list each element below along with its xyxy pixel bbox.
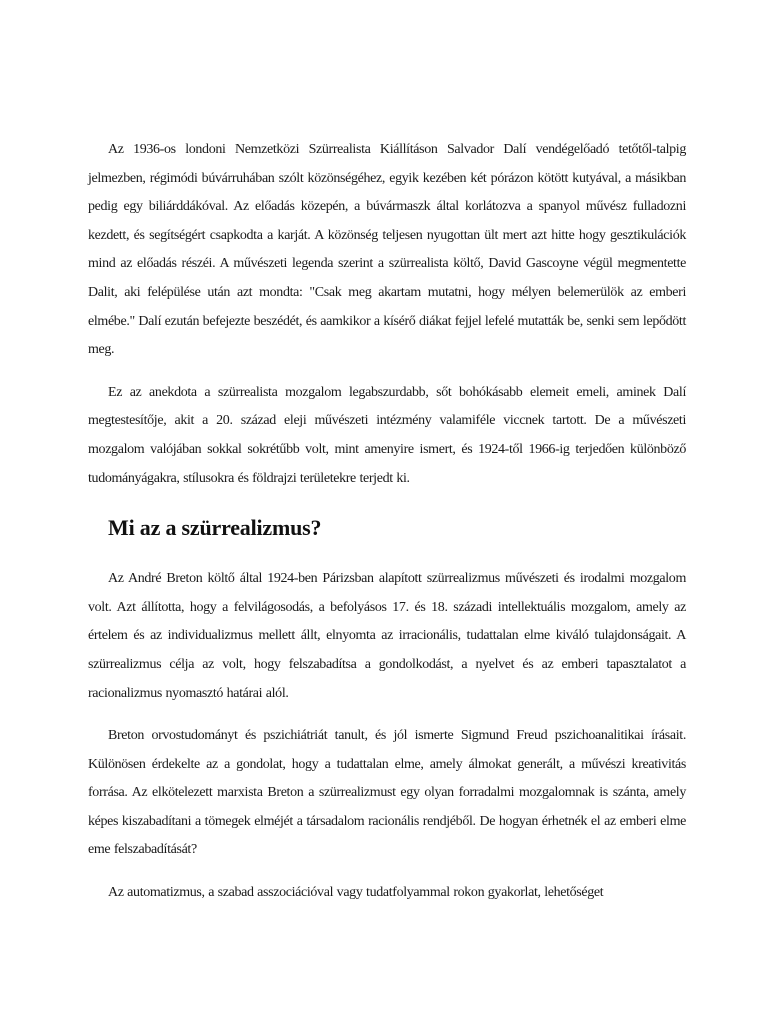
document-page xyxy=(88,136,686,922)
section-heading: Mi az a szürrealizmus? xyxy=(108,515,322,541)
paragraph-automatism: Az automatizmus, a szabad asszociációval vagy tudatfolyammal rokon gyakorlat, lehetőséget xyxy=(108,885,604,901)
paragraph-dali-anecdote: Az 1936-os londoni Nemzetközi Szürrealista Kiállításon Salvador Dalí vendégelőadó tetőtől-talpig jelmezben, régimódi búvárruhában szólt közönségéhez, egyik kezében két pórázon kötött kutyával, a másikban pedig egy biliárddákóval. Az előadás közepén, a búvármaszk által korlátozva a spanyol művész fulladozni kezdett, és segítségért csapkodta a karját. A közönség teljesen nyugottan ült mert azt hitte hogy gesztikulációk mind az előadás részéi. A művészeti legenda szerint a szürrealista költő, David Gascoyne végül megmentette Dalit, aki felépülése után azt mondta: "Csak meg akartam mutatni, hogy mélyen belemerülök az emberi elmébe." Dalí ezután befejezte beszédét, és aamkikor a kísérő diákat fejjel lefelé mutatták be, senki sem lepődött meg. xyxy=(88,142,686,358)
paragraph-breton-freud: Breton orvostudományt és pszichiátriát tanult, és jól ismerte Sigmund Freud pszichoanalitikai írásait. Különösen érdekelte az a gondolat, hogy a tudattalan elme, amely álmokat generált, a művészi kreativitás forrása. Az elkötelezett marxista Breton a szürrealizmust egy olyan forradalmi mozgalomnak is szánta, amely képes kiszabadítani a tömegek elméjét a társadalom racionális rendjéből. De hogyan érhetnék el az emberi elme eme felszabadítását? xyxy=(88,728,686,858)
paragraph-breton-founding: Az André Breton költő által 1924-ben Párizsban alapított szürrealizmus művészeti és irodalmi mozgalom volt. Azt állította, hogy a felvilágosodás, a befolyásos 17. és 18. századi intellektuális mozgalom, amely az értelem és az individualizmus mellett állt, elnyomta az irracionális, tudattalan elme kiváló tulajdonságait. A szürrealizmus célja az volt, hogy felszabadítsa a gondolkodást, a nyelvet és az emberi tapasztalatot a racionalizmus nyomasztó határai alól. xyxy=(88,571,686,701)
paragraph-anecdote-summary: Ez az anekdota a szürrealista mozgalom legabszurdabb, sőt bohókásabb elemeit emeli, aminek Dalí megtestesítője, akit a 20. század eleji művészeti intézmény valamiféle viccnek tartott. De a művészeti mozgalom valójában sokkal sokrétűbb volt, mint amenyire ismert, és 1924-től 1966-ig terjedően különböző tudományágakra, stílusokra és földrajzi területekre terjedt ki. xyxy=(88,384,686,486)
